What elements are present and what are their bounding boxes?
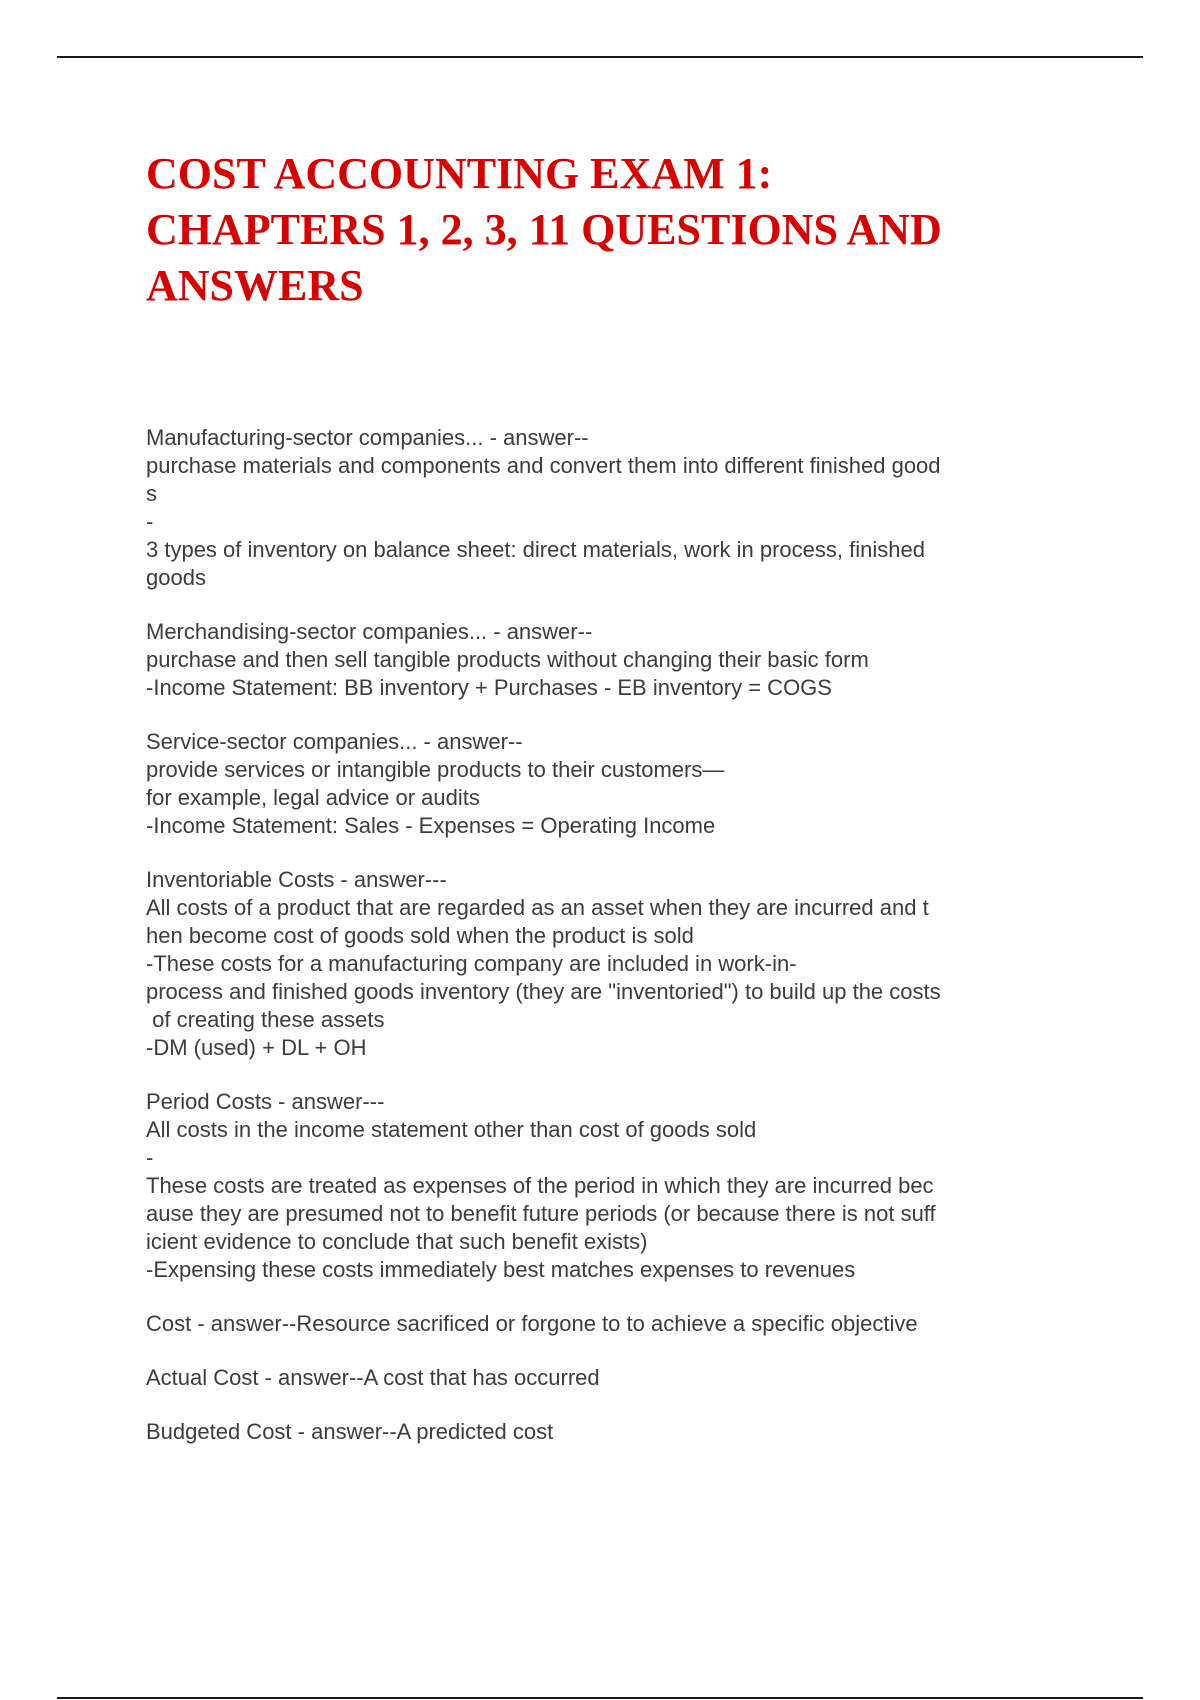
qa-entry-manufacturing — [146, 424, 1066, 592]
text-line: Actual Cost - answer--A cost that has occurred — [146, 1365, 600, 1390]
text-line: -Expensing these costs immediately best matches expenses to revenues — [146, 1257, 856, 1282]
text-line: goods — [146, 565, 206, 590]
text-line: hen become cost of goods sold when the product is sold — [146, 923, 694, 948]
qa-entry-period-costs — [146, 1088, 1066, 1284]
text-line: for example, legal advice or audits — [146, 785, 480, 810]
text-line: of creating these assets — [146, 1007, 385, 1032]
text-line: provide services or intangible products to their customers— — [146, 757, 725, 782]
text-line: icient evidence to conclude that such benefit exists) — [146, 1229, 648, 1254]
text-line: Service-sector companies... - answer-- — [146, 729, 523, 754]
qa-entry-actual-cost — [146, 1364, 1066, 1392]
qa-entry-service — [146, 728, 1066, 840]
text-line: Manufacturing-sector companies... - answer-- — [146, 425, 589, 450]
qa-list — [146, 424, 1066, 1472]
title-line: CHAPTERS 1, 2, 3, 11 QUESTIONS AND — [146, 205, 942, 254]
top-rule — [57, 56, 1143, 58]
qa-entry-cost — [146, 1310, 1066, 1338]
text-line: -Income Statement: BB inventory + Purchases - EB inventory = COGS — [146, 675, 832, 700]
text-line: 3 types of inventory on balance sheet: direct materials, work in process, finished — [146, 537, 925, 562]
text-line: purchase and then sell tangible products without changing their basic form — [146, 647, 869, 672]
qa-entry-budgeted-cost — [146, 1418, 1066, 1446]
title-line: ANSWERS — [146, 261, 364, 310]
text-line: All costs of a product that are regarded as an asset when they are incurred and t — [146, 895, 929, 920]
text-line: Budgeted Cost - answer--A predicted cost — [146, 1419, 554, 1444]
qa-entry-inventoriable-costs — [146, 866, 1066, 1062]
text-line: -DM (used) + DL + OH — [146, 1035, 367, 1060]
text-line: All costs in the income statement other than cost of goods sold — [146, 1117, 757, 1142]
text-line: process and finished goods inventory (they are "inventoried") to build up the costs — [146, 979, 941, 1004]
text-line: Cost - answer--Resource sacrificed or forgone to to achieve a specific objective — [146, 1311, 918, 1336]
text-line: -Income Statement: Sales - Expenses = Operating Income — [146, 813, 716, 838]
text-line: Period Costs - answer--- — [146, 1089, 385, 1114]
text-line: ause they are presumed not to benefit future periods (or because there is not suff — [146, 1201, 936, 1226]
text-line: - — [146, 1145, 154, 1170]
title-line: COST ACCOUNTING EXAM 1: — [146, 149, 773, 198]
text-line: These costs are treated as expenses of the period in which they are incurred bec — [146, 1173, 934, 1198]
text-line: Inventoriable Costs - answer--- — [146, 867, 447, 892]
text-line: Merchandising-sector companies... - answer-- — [146, 619, 593, 644]
page-title — [146, 146, 1106, 314]
qa-entry-merchandising — [146, 618, 1066, 702]
text-line: - — [146, 509, 154, 534]
bottom-rule — [57, 1697, 1143, 1699]
text-line: -These costs for a manufacturing company are included in work-in- — [146, 951, 797, 976]
text-line: s — [146, 481, 157, 506]
text-line: purchase materials and components and convert them into different finished good — [146, 453, 941, 478]
